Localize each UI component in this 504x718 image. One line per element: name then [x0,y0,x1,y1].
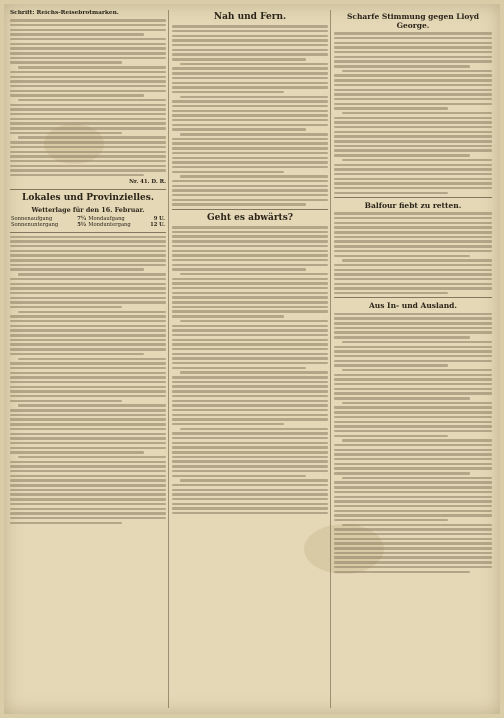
section-title-lokales: Lokales und Provinzielles. [22,192,154,203]
nah-fern-body [172,25,328,206]
table-row: Sonnenuntergang 5½ Monduntergang 12 U. [11,222,165,229]
feature-title-geht-es-abwaerts: Geht es abwärts? [206,212,294,223]
lokales-body [10,236,166,524]
newspaper-page [4,4,500,714]
feature-body [172,226,328,514]
balfour-body [334,212,492,294]
column-left [10,10,166,708]
news-body [334,313,492,573]
article-kicker: Schrift: Reichs-Reisebrotmarken. [10,10,119,16]
sun-moon-table [10,216,166,229]
article-body [10,19,166,176]
column-right [334,10,492,708]
article-signature: Nr. 41. D. R. [129,178,166,185]
wetter-title: Wetterlage für den 16. Februar. [31,205,145,214]
section-title-nah-und-fern: Nah und Fern. [213,12,287,22]
lloyd-george-body [334,32,492,194]
feature-title-lloyd-george: Scharfe Stimmung gegen Lloyd George. [346,12,480,30]
column-middle [172,10,328,708]
politics-title-balfour: Balfour fiebt zu retten. [364,201,462,211]
news-title-in-und-ausland: Aus In- und Ausland. [368,301,458,311]
table-row: Sonnenaufgang 7¼ Mondaufgang 9 U. [11,215,165,222]
